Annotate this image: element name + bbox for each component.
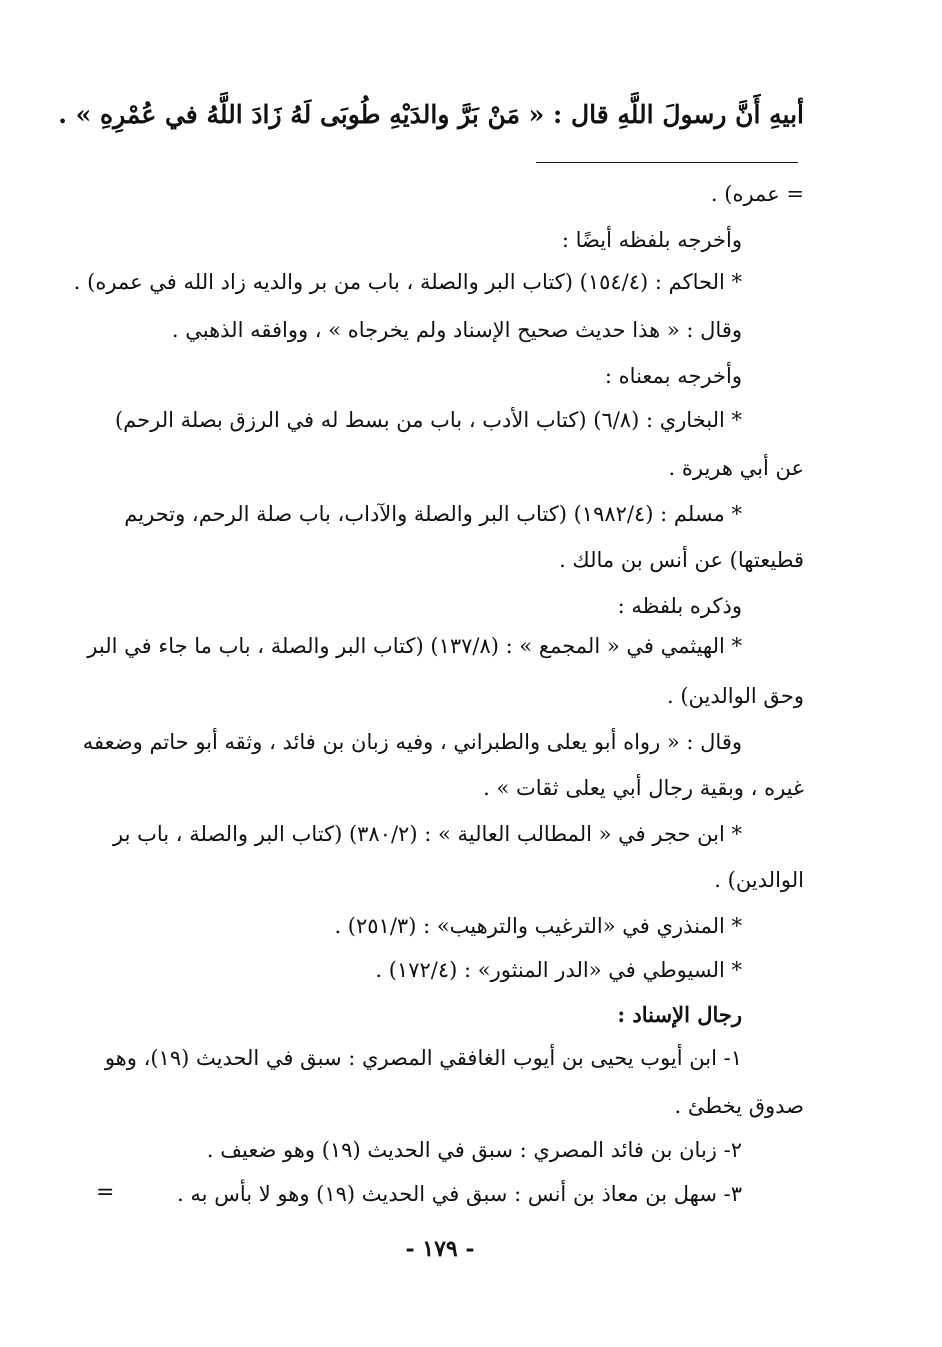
hadith-text-line: أبيهِ أَنَّ رسولَ اللَّهِ قال : « مَنْ بَرَّ والدَيْهِ طُوبَى لَهُ زَادَ اللَّهُ في عُمْرِهِ » . bbox=[58, 100, 804, 129]
footnote-line: * مسلم : (١٩٨٢/٤) (كتاب البر والصلة والآداب، باب صلة الرحم، وتحريم bbox=[124, 502, 742, 526]
section-heading: رجال الإسناد : bbox=[617, 1002, 742, 1027]
footnote-line: ٢- زبان بن فائد المصري : سبق في الحديث (١٩) وهو ضعيف . bbox=[206, 1138, 742, 1162]
footnote-line: وأخرجه بمعناه : bbox=[604, 364, 742, 388]
footnote-line: غيره ، وبقية رجال أبي يعلى ثقات » . bbox=[483, 776, 804, 800]
footnote-line: * المنذري في «الترغيب والترهيب» : (٢٥١/٣) . bbox=[334, 914, 742, 938]
footnote-line: وأخرجه بلفظه أيضًا : bbox=[561, 228, 742, 252]
continuation-mark: = bbox=[96, 1180, 115, 1205]
footnote-line: عن أبي هريرة . bbox=[668, 456, 804, 480]
footnote-line: وذكره بلفظه : bbox=[617, 594, 742, 618]
footnote-line: قطيعتها) عن أنس بن مالك . bbox=[559, 548, 804, 572]
footnote-line: * الهيثمي في « المجمع » : (١٣٧/٨) (كتاب البر والصلة ، باب ما جاء في البر bbox=[87, 634, 742, 658]
footnote-line: ٣- سهل بن معاذ بن أنس : سبق في الحديث (١٩) وهو لا بأس به . bbox=[177, 1182, 742, 1206]
page-number: - ١٧٩ - bbox=[405, 1236, 475, 1262]
footnote-line: * السيوطي في «الدر المنثور» : (١٧٢/٤) . bbox=[375, 958, 742, 982]
footnote-line: * الحاكم : (١٥٤/٤) (كتاب البر والصلة ، باب من بر والديه زاد الله في عمره) . bbox=[73, 270, 742, 294]
footnote-line: صدوق يخطئ . bbox=[674, 1094, 804, 1118]
footnote-line: وقال : « رواه أبو يعلى والطبراني ، وفيه زبان بن فائد ، وثقه أبو حاتم وضعفه bbox=[82, 730, 742, 754]
footnote-line: ١- ابن أيوب يحيى بن أيوب الغافقي المصري : سبق في الحديث (١٩)، وهو bbox=[104, 1046, 742, 1070]
footnote-line: * البخاري : (٦/٨) (كتاب الأدب ، باب من بسط له في الرزق بصلة الرحم) bbox=[114, 408, 742, 432]
footnote-line: وقال : « هذا حديث صحيح الإسناد ولم يخرجاه » ، ووافقه الذهبي . bbox=[171, 318, 742, 342]
footnote-line: = عمره) . bbox=[710, 182, 804, 206]
footnote-separator bbox=[536, 162, 798, 163]
footnote-line: الوالدين) . bbox=[714, 868, 804, 892]
footnote-line: وحق الوالدين) . bbox=[666, 684, 804, 708]
footnote-line: * ابن حجر في « المطالب العالية » : (٣٨٠/٢) (كتاب البر والصلة ، باب بر bbox=[113, 822, 742, 846]
